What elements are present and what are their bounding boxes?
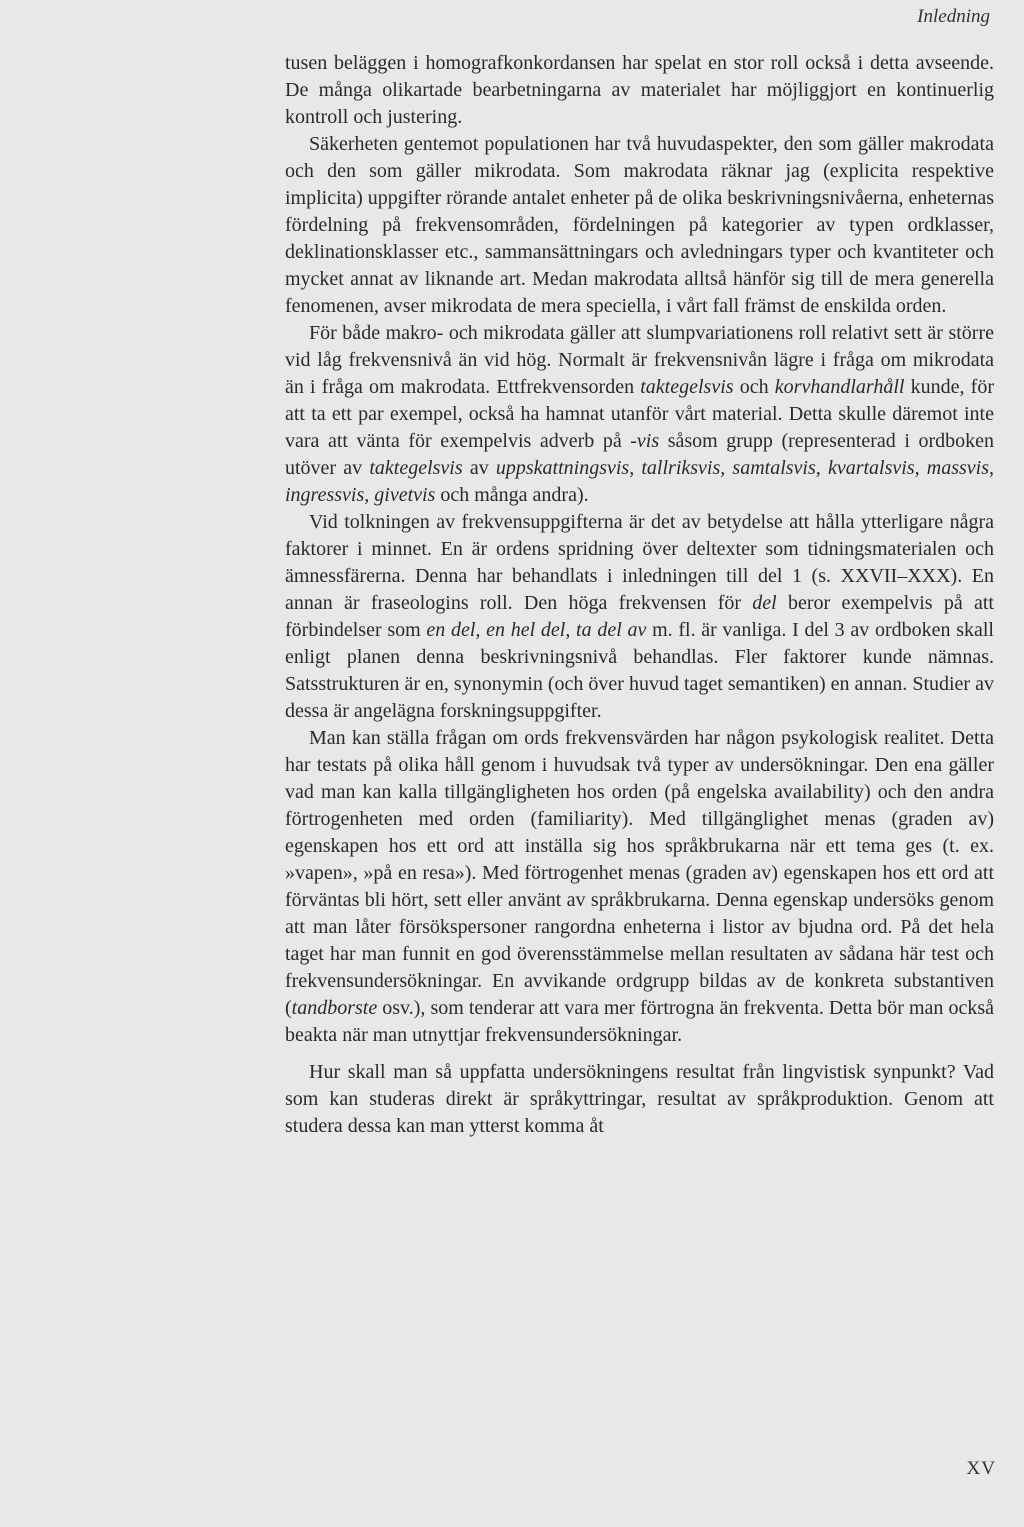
text-run: och många andra).: [435, 484, 589, 506]
paragraph-3: [285, 320, 994, 509]
paragraph-2: Säkerheten gentemot populationen har två huvudaspekter, den som gäller makrodata och den som gäller mikrodata. Som makrodata räknar jag (explicita respektive implicita) uppgifter rörande antalet enheter på de olika beskrivningsnivåerna, enheternas fördelning på frekvensområden, fördelningen på kategorier av typen ordklasser, deklinationsklasser etc., sammansättningars och avledningars typer och kvantiteter och mycket annat av liknande art. Medan makrodata alltså hänför sig till de mera generella fenomenen, avser mikrodata de mera speciella, i vårt fall främst de enskilda orden.: [285, 133, 994, 317]
text-run: m. fl. är vanliga. I del 3 av ordboken skall enligt planen denna beskrivningsnivå behandlas. Fler faktorer kunde nämnas. Satsstrukturen är en, synonymin (och över huvud taget semantiken) en annan. Studier av dessa är angelägna forskningsuppgifter.: [285, 619, 994, 722]
text-run: och: [733, 376, 775, 398]
italic-term: -vis: [630, 430, 660, 452]
text-run: För både makro- och mikrodata gäller att slumpvariationens roll relativt sett är större vid låg frekvensnivå än vid hög. Normalt är frekvensnivån lägre i fråga om mikrodata än i fråga om makrodata. Ettfrekvensorden: [285, 322, 994, 398]
text-run: kunde, för att ta ett par exempel, också ha hamnat utanför vårt material. Detta skulle däremot inte vara att vänta för exempelvis adverb på: [285, 376, 994, 452]
text-run: beror exempelvis på att förbindelser som: [285, 592, 994, 641]
text-run: osv.), som tenderar att vara mer förtrogna än frekventa. Detta bör man också beakta när man utnyttjar frekvensundersökningar.: [285, 997, 994, 1046]
italic-term: korvhandlarhåll: [774, 376, 905, 398]
text-run: Man kan ställa frågan om ords frekvensvärden har någon psykologisk realitet. Detta har testats på olika håll genom i huvudsak två typer av undersökningar. Den ena gäller vad man kan kalla tillgängligheten hos orden (på engelska availability) och den andra förtrogenheten med orden (familiarity). Med tillgänglighet menas (graden av) egenskapen hos ett ord att inställa sig hos språkbrukarna när ett tema ges (t. ex. »vapen», »på en resa»). Med förtrogenhet menas (graden av) egenskapen hos ett ord att förväntas bli hört, sett eller använt av språkbrukarna. Denna egenskap undersöks genom att man låter försökspersoner rangordna enheterna i listor av bjudna ord. På det hela taget har man funnit en god överensstämmelse mellan resultaten av sådana här test och frekvensundersökningar. En avvikande ordgrupp bildas av de konkreta substantiven (: [285, 727, 994, 1019]
italic-term: uppskattningsvis, tallriksvis, samtalsvis, kvartalsvis, massvis, ingressvis, givetvis: [285, 457, 994, 506]
page-number: XV: [966, 1458, 996, 1479]
italic-term: taktegelsvis: [369, 457, 463, 479]
body-text: [285, 50, 994, 1140]
italic-term: del: [752, 592, 777, 614]
paragraph-4: [285, 509, 994, 725]
italic-term: taktegelsvis: [640, 376, 734, 398]
text-run: såsom grupp (representerad i ordboken utöver av: [285, 430, 994, 479]
text-run: Vid tolkningen av frekvensuppgifterna är det av betydelse att hålla ytterligare några faktorer i minnet. En är ordens spridning över deltexter som tidningsmaterialen och ämnessfärerna. Denna har behandlats i inledningen till del 1 (s. XXVII–XXX). En annan är fraseologins roll. Den höga frekvensen för: [285, 511, 994, 614]
italic-term: tandborste: [291, 997, 378, 1019]
running-head: Inledning: [917, 6, 990, 27]
text-run: av: [462, 457, 496, 479]
paragraph-5: [285, 725, 994, 1049]
paragraph-6: Hur skall man så uppfatta undersökningens resultat från lingvistisk synpunkt? Vad som kan studeras direkt är språkyttringar, resultat av språkproduktion. Genom att studera dessa kan man ytterst komma åt: [285, 1061, 994, 1137]
italic-term: en del, en hel del, ta del av: [426, 619, 647, 641]
paragraph-1: tusen beläggen i homografkonkordansen har spelat en stor roll också i detta avseende. De många olikartade bearbetningarna av materialet har möjliggjort en kontinuerlig kontroll och justering.: [285, 52, 994, 128]
